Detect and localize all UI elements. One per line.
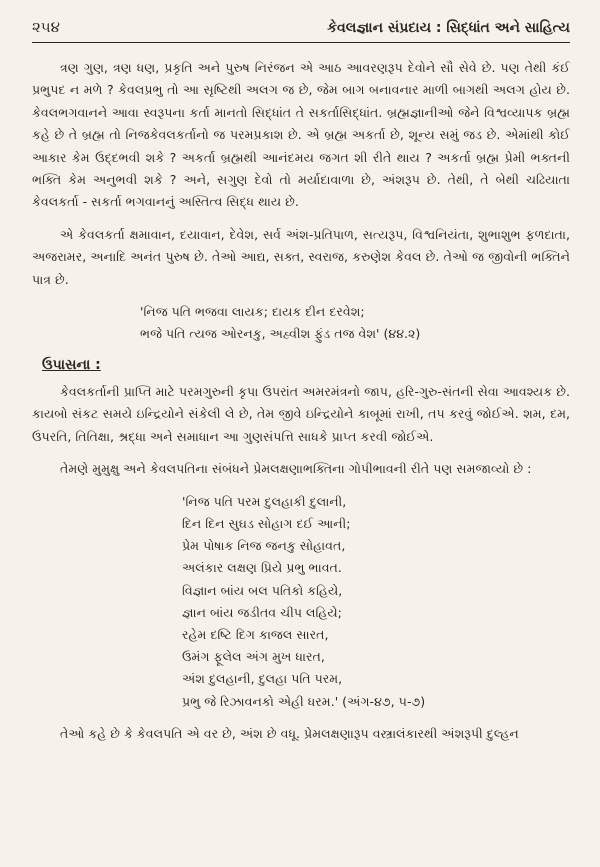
verse-line: 'નિજ પતિ પરમ દુલહાકી દુલાની, <box>182 493 347 509</box>
page-number: ૨૫૪ <box>32 18 60 36</box>
running-title: કેવલજ્ઞાન સંપ્રદાય : સિદ્ધાંત અને સાહિત્ય <box>327 20 570 36</box>
verse-line: દિન દિન સુઘડ સોહાગ દઈ આની; <box>182 515 351 531</box>
verse-line: વિજ્ઞાન બાંય બલ પતિકો કહિયે, <box>182 582 343 598</box>
quotation-1 <box>140 301 570 345</box>
section-heading: ઉપાસના : <box>42 357 101 374</box>
verse-line: અંશ દુલહાની, દુલહા પતિ પરમ, <box>182 671 343 687</box>
verse-block <box>182 491 570 713</box>
paragraph-2: એ કેવલકર્તા ક્ષમાવાન, દયાવાન, દેવેશ, સર્વ અંશ-પ્રતિપાળ, સત્યરૂપ, વિશ્વનિયંતા, શુભાશુભ ફળદાતા, અજરામર, અનાદિ અનંત પુરુષ છે. તેઓ આદ્ય, સક્ત, સ્વરાજ, કરુણેશ કેવલ છે. તેઓ જ જીવોની ભક્તિને પાત્ર છે. <box>32 226 570 287</box>
verse-line: અલંકાર લક્ષણ પ્રિયે પ્રભુ ભાવત. <box>182 560 342 576</box>
quote-line: 'નિજ પતિ ભજવા લાયક; દાયક દીન દરવેશ; <box>140 304 365 320</box>
paragraph-4: તેમણે મુમુક્ષુ અને કેવલપતિના સંબંધને પ્રેમલક્ષણાભક્તિના ગોપીભાવની રીતે પણ સમજાવ્યો છે : <box>60 461 532 477</box>
verse-line: ઉમંગ ફૂલેલ અંગ મુખ ધારત, <box>182 649 325 665</box>
verse-line: પ્રેમ પોષાક નિજ જનકુ સોહાવત, <box>182 538 346 554</box>
paragraph-1: ત્રણ ગુણ, ત્રણ ધણ, પ્રકૃતિ અને પુરુષ નિરંજન એ આઠ આવરણરૂપ દેવોને સૌ સેવે છે. પણ તેથી કંઈ પ્રભુપદ ન મળે ? કેવલપ્રભુ તો આ સૃષ્ટિથી અલગ જ છે, જેમ બાગ બનાવનાર માળી બાગથી અલગ હોય છે. કેવલભગવાનને આવા સ્વરૂપના કર્તા માનતો સિદ્ધાંત તે સકર્તાસિદ્ધાંત. બ્રહ્મજ્ઞાનીઓ જેને વિશ્વવ્યાપક બ્રહ્મ કહે છે તે બ્રહ્મ તો નિજકેવલકર્તાનો જ પરમપ્રકાશ છે. એ બ્રહ્મ અકર્તા છે, શૂન્ય સમું જડ છે. એમાંથી કોઈ આકાર કેમ ઉદ્દભવી શકે ? અકર્તા બ્રહ્મથી આનંદમય જગત શી રીતે થાય ? અકર્તા બ્રહ્મ પ્રેમી ભક્તની ભક્તિ કેમ અનુભવી શકે ? અને, સગુણ દેવો તો મર્યાદાવાળા છે, અંશરૂપ છે. તેથી, તે બેથી ચઢિયાતા કેવલકર્તા - સકર્તા ભગવાનનું અસ્તિત્વ સિદ્ધ થાય છે. <box>32 60 570 210</box>
verse-line: પ્રભુ જે રિઝાવનકો એહી ધરમ.' (અંગ-૪૭, ૫-૭) <box>182 693 426 709</box>
paragraph-3: કેવલકર્તાની પ્રાપ્તિ માટે પરમગુરુની કૃપા ઉપરાંત અમરમંત્રનો જાપ, હરિ-ગુરુ-સંતની સેવા આવશ્યક છે. કાયબો સંકટ સમયે ઇન્દ્રિયોને સંકેલી લે છે, તેમ જીવે ઇન્દ્રિયોને કાબૂમાં રાખી, તપ કરવું જોઈએ. શમ, દમ, ઉપરતિ, તિતિક્ષા, શ્રદ્ધા અને સમાધાન આ ગુણસંપત્તિ સાધકે પ્રાપ્ત કરવી જોઈએ. <box>32 384 570 444</box>
paragraph-5: તેઓ કહે છે કે કેવલપતિ એ વર છે, અંશ છે વધૂ. પ્રેમલક્ષણારૂપ વસ્ત્રાલંકારથી અંશરૂપી દુલ્હન <box>60 725 519 741</box>
verse-line: જ્ઞાન બાંય જડીતવ ચીપ લહિયે; <box>182 604 342 620</box>
page-header <box>32 18 570 40</box>
quote-line: ભજે પતિ ત્યજ ઓરનકુ, અહ્વીશ ફુંડ તજ વેશ' (૪૪.૨) <box>140 326 421 342</box>
verse-line: રહેમ દષ્ટિ દિગ કાજલ સારત, <box>182 626 329 642</box>
header-rule <box>32 42 570 43</box>
